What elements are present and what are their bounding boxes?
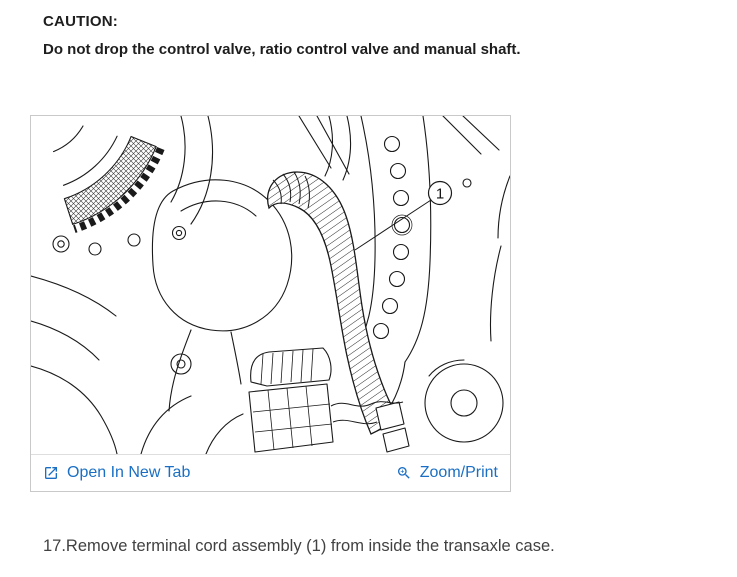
figure-toolbar bbox=[31, 454, 510, 491]
callout-number: 1 bbox=[435, 185, 445, 203]
figure-panel bbox=[30, 115, 511, 492]
open-in-new-tab-label: Open In New Tab bbox=[67, 464, 191, 481]
caution-block bbox=[43, 13, 521, 58]
caution-heading: CAUTION: bbox=[43, 13, 118, 30]
transaxle-diagram bbox=[31, 116, 510, 454]
diagram-image bbox=[31, 116, 510, 454]
open-in-new-tab-icon bbox=[43, 465, 59, 481]
open-in-new-tab-link[interactable] bbox=[43, 464, 190, 482]
zoom-print-link[interactable] bbox=[396, 464, 498, 482]
zoom-in-icon bbox=[396, 465, 412, 481]
callout-1 bbox=[355, 182, 452, 251]
caution-text: Do not drop the control valve, ratio control valve and manual shaft. bbox=[43, 41, 521, 58]
zoom-print-label: Zoom/Print bbox=[419, 464, 498, 481]
step-instruction: 17.Remove terminal cord assembly (1) from inside the transaxle case. bbox=[43, 537, 555, 555]
